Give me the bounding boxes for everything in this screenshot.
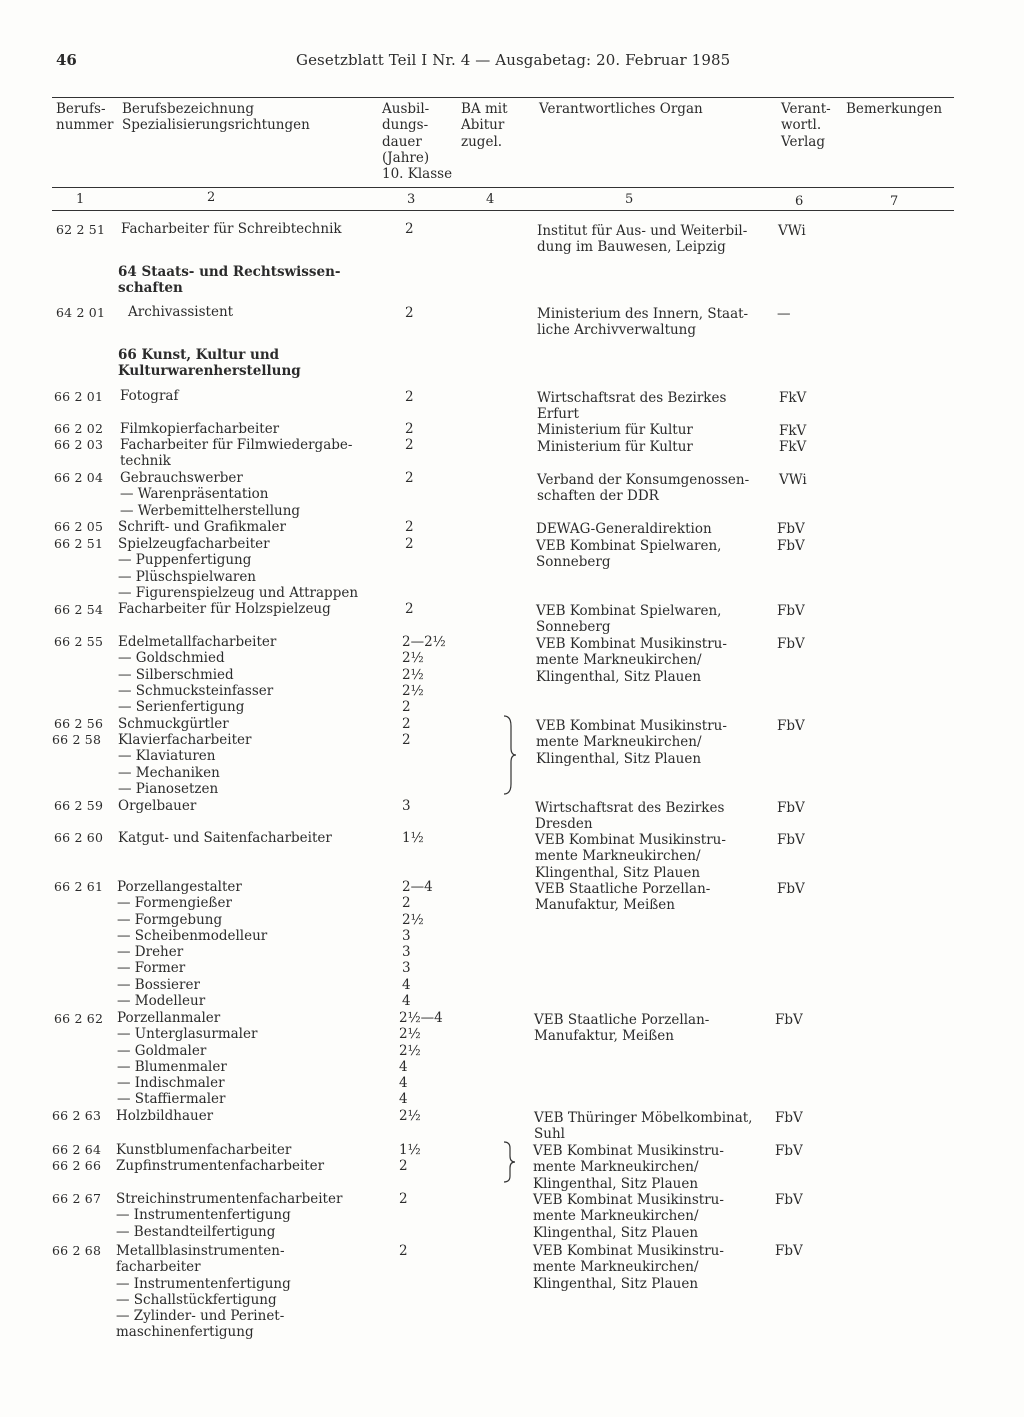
verantwortliches-organ: Ministerium für Kultur [537,422,693,438]
berufsbezeichnung: Streichinstrumentenfacharbeiter — Instrumentenfertigung — Bestandteilfertigung [116,1191,343,1240]
verantwortliches-organ: Wirtschaftsrat des Bezirkes Erfurt [537,390,727,423]
col-number: 2 [207,190,216,205]
col-number: 1 [76,192,85,207]
verlag: FbV [775,1110,803,1126]
colnum-rule [52,210,954,211]
col-header-berufsbezeichnung: Berufsbezeichnung Spezialisierungsrichtungen [122,101,310,134]
verlag: FbV [775,1243,803,1259]
top-rule [52,97,954,98]
ausbildungsdauer: 2—2½ 2½ 2½ 2½ 2 [402,634,446,716]
page-title: Gesetzblatt Teil I Nr. 4 — Ausgabetag: 20. Februar 1985 [296,51,731,69]
berufsnummer: 66 2 04 [54,470,104,485]
ausbildungsdauer: 2 [405,305,414,321]
ausbildungsdauer: 2½ [399,1108,421,1124]
berufsbezeichnung: Archivassistent [128,304,234,320]
verantwortliches-organ: VEB Thüringer Möbelkombinat, Suhl [534,1110,753,1143]
verlag: FkV [779,439,807,455]
berufsbezeichnung: Schrift- und Grafikmaler [118,519,286,535]
ausbildungsdauer: 1½ [402,830,424,846]
verantwortliches-organ: Ministerium des Innern, Staat- liche Archivverwaltung [537,306,749,339]
berufsbezeichnung: Schmuckgürtler [118,716,229,732]
berufsbezeichnung: Filmkopierfacharbeiter [120,421,280,437]
brace-icon [500,1140,520,1184]
verlag: FbV [777,636,805,652]
berufsnummer: 66 2 03 [54,437,104,452]
ausbildungsdauer: 2—4 2 2½ 3 3 3 4 4 [402,879,433,1010]
ausbildungsdauer: 2 [402,716,411,732]
berufsnummer: 66 2 59 [54,798,104,813]
berufsbezeichnung: Facharbeiter für Schreibtechnik [121,221,342,237]
col-number: 7 [890,194,899,209]
verantwortliches-organ: VEB Kombinat Musikinstru- mente Markneukirchen/ Klingenthal, Sitz Plauen [533,1192,724,1241]
section-heading: 64 Staats- und Rechtswissen- schaften [118,264,341,297]
col-number: 6 [795,194,804,209]
berufsnummer: 66 2 64 [52,1142,102,1157]
berufsbezeichnung: Fotograf [120,388,179,404]
col-header-verlag: Verant- wortl. Verlag [781,101,831,150]
berufsnummer: 64 2 01 [56,305,106,320]
verantwortliches-organ: DEWAG-Generaldirektion [536,521,712,537]
page-number: 46 [56,51,77,69]
verlag: FbV [777,881,805,897]
berufsbezeichnung: Gebrauchswerber — Warenpräsentation — Werbemittelherstellung [120,470,301,519]
berufsnummer: 66 2 56 [54,716,104,731]
verantwortliches-organ: VEB Staatliche Porzellan- Manufaktur, Meißen [534,1012,710,1045]
verlag: VWi [779,472,807,488]
ausbildungsdauer: 2 [405,221,414,237]
verantwortliches-organ: VEB Staatliche Porzellan- Manufaktur, Meißen [535,881,711,914]
verantwortliches-organ: VEB Kombinat Musikinstru- mente Markneukirchen/ Klingenthal, Sitz Plauen [535,832,726,881]
section-heading: 66 Kunst, Kultur und Kulturwarenherstellung [118,347,301,380]
berufsbezeichnung: Facharbeiter für Holzspielzeug [118,601,331,617]
ausbildungsdauer: 3 [402,798,411,814]
col-header-bemerkungen: Bemerkungen [846,101,943,117]
verlag: FbV [777,832,805,848]
berufsbezeichnung: Kunstblumenfacharbeiter [116,1142,292,1158]
col-header-organ: Verantwortliches Organ [539,101,703,117]
berufsnummer: 66 2 05 [54,519,104,534]
ausbildungsdauer: 2 [399,1243,408,1259]
berufsbezeichnung: Facharbeiter für Filmwiedergabe- technik [120,437,353,470]
verantwortliches-organ: Wirtschaftsrat des Bezirkes Dresden [535,800,725,833]
berufsnummer: 62 2 51 [56,222,106,237]
ausbildungsdauer: 2 [405,536,414,552]
verlag: FkV [779,423,807,439]
berufsbezeichnung: Spielzeugfacharbeiter — Puppenfertigung — Plüschspielwaren — Figurenspielzeug und Attrappen [118,536,359,601]
ausbildungsdauer: 2 [399,1158,408,1174]
verantwortliches-organ: Ministerium für Kultur [537,439,693,455]
verlag: FbV [777,603,805,619]
ausbildungsdauer: 1½ [399,1142,421,1158]
verantwortliches-organ: Verband der Konsumgenossen- schaften der DDR [537,472,750,505]
berufsnummer: 66 2 54 [54,602,104,617]
berufsnummer: 66 2 51 [54,536,104,551]
berufsbezeichnung: Porzellanmaler — Unterglasurmaler — Goldmaler — Blumenmaler — Indischmaler — Staffiermaler [117,1010,258,1108]
verlag: FbV [777,521,805,537]
berufsbezeichnung: Orgelbauer [118,798,197,814]
col-number: 3 [407,192,416,207]
ausbildungsdauer: 2 [405,601,414,617]
berufsnummer: 66 2 01 [54,389,104,404]
berufsbezeichnung: Edelmetallfacharbeiter — Goldschmied — Silberschmied — Schmucksteinfasser — Serienfertigung [118,634,277,716]
verantwortliches-organ: VEB Kombinat Musikinstru- mente Markneukirchen/ Klingenthal, Sitz Plauen [536,636,727,685]
col-header-ba-abitur: BA mit Abitur zugel. [461,101,508,150]
verantwortliches-organ: VEB Kombinat Spielwaren, Sonneberg [536,538,722,571]
verlag: FbV [777,538,805,554]
header-rule [52,187,954,188]
verlag: FbV [777,718,805,734]
col-number: 5 [625,192,634,207]
berufsbezeichnung: Katgut- und Saitenfacharbeiter [118,830,332,846]
berufsnummer: 66 2 62 [54,1011,104,1026]
ausbildungsdauer: 2 [405,470,414,486]
berufsnummer: 66 2 60 [54,830,104,845]
verlag: FbV [777,800,805,816]
berufsbezeichnung: Porzellangestalter — Formengießer — Formgebung — Scheibenmodelleur — Dreher — Former — Bossierer — Modelleur [117,879,268,1010]
verantwortliches-organ: VEB Kombinat Musikinstru- mente Markneukirchen/ Klingenthal, Sitz Plauen [533,1243,724,1292]
berufsnummer: 66 2 67 [52,1191,102,1206]
verantwortliches-organ: VEB Kombinat Spielwaren, Sonneberg [536,603,722,636]
berufsbezeichnung: Metallblasinstrumenten- facharbeiter — Instrumentenfertigung — Schallstückfertigung — Zylinder- und Perinet- maschinenfertigung [116,1243,291,1341]
berufsbezeichnung: Zupfinstrumentenfacharbeiter [116,1158,325,1174]
berufsnummer: 66 2 58 [52,732,102,747]
verlag: FbV [775,1143,803,1159]
berufsnummer: 66 2 55 [54,634,104,649]
ausbildungsdauer: 2 [405,437,414,453]
ausbildungsdauer: 2 [405,519,414,535]
brace-icon [500,714,520,796]
col-header-ausbildungsdauer: Ausbil- dungs- dauer (Jahre) 10. Klasse [382,101,453,183]
verantwortliches-organ: Institut für Aus- und Weiterbil- dung im Bauwesen, Leipzig [537,223,748,256]
verantwortliches-organ: VEB Kombinat Musikinstru- mente Markneukirchen/ Klingenthal, Sitz Plauen [536,718,727,767]
ausbildungsdauer: 2 [402,732,411,748]
verlag: FkV [779,390,807,406]
berufsnummer: 66 2 61 [54,879,104,894]
ausbildungsdauer: 2 [405,421,414,437]
verantwortliches-organ: VEB Kombinat Musikinstru- mente Markneukirchen/ Klingenthal, Sitz Plauen [533,1143,724,1192]
col-header-berufsnummer: Berufs- nummer [56,101,114,134]
berufsnummer: 66 2 68 [52,1243,102,1258]
verlag: VWi [778,223,806,239]
col-number: 4 [486,192,495,207]
berufsbezeichnung: Holzbildhauer [116,1108,214,1124]
berufsbezeichnung: Klavierfacharbeiter — Klaviaturen — Mechaniken — Pianosetzen [118,732,252,797]
ausbildungsdauer: 2 [405,389,414,405]
berufsnummer: 66 2 02 [54,421,104,436]
ausbildungsdauer: 2½—4 2½ 2½ 4 4 4 [399,1010,443,1108]
berufsnummer: 66 2 66 [52,1158,102,1173]
verlag: FbV [775,1192,803,1208]
verlag: — [777,306,791,322]
berufsnummer: 66 2 63 [52,1108,102,1123]
ausbildungsdauer: 2 [399,1191,408,1207]
verlag: FbV [775,1012,803,1028]
